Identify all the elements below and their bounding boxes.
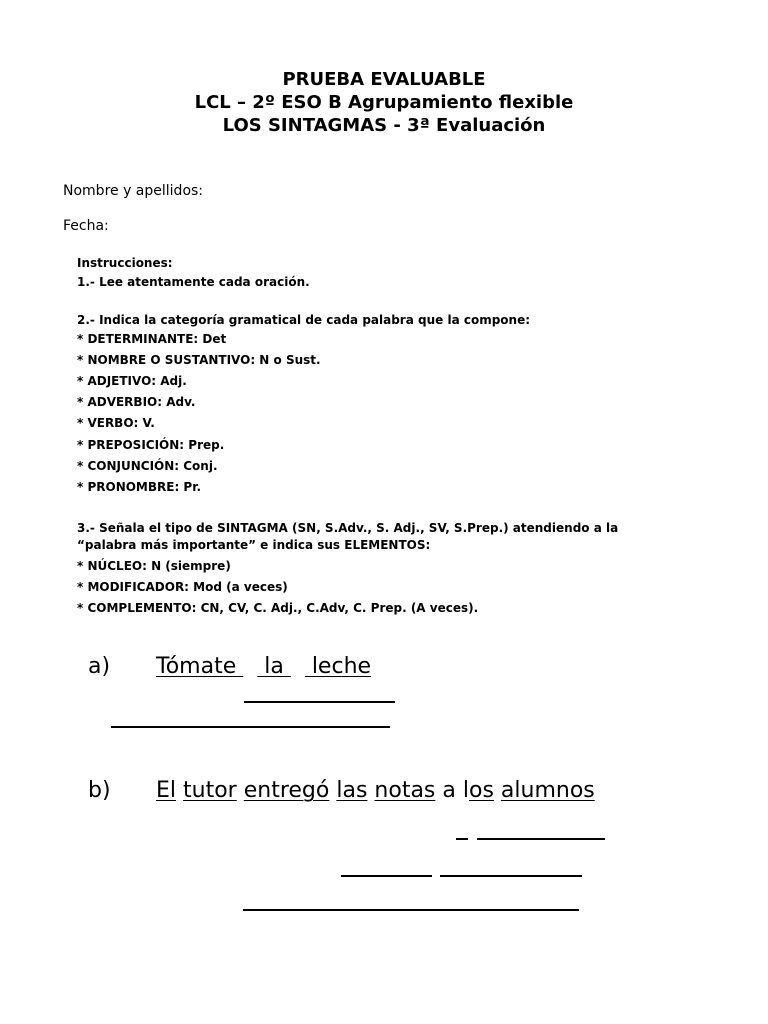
category-item: * PRONOMBRE: Pr.	[77, 480, 201, 494]
category-item: * ADJETIVO: Adj.	[77, 374, 187, 388]
course-subtitle: LCL – 2º ESO B Agrupamiento flexible	[194, 92, 574, 113]
answer-line[interactable]	[244, 701, 395, 703]
element-item: * COMPLEMENTO: CN, CV, C. Adj., C.Adv, C. Prep. (A veces).	[77, 601, 479, 615]
answer-line[interactable]	[456, 838, 468, 840]
sentence-word: a l	[442, 778, 469, 803]
document-title: PRUEBA EVALUABLE	[282, 69, 486, 90]
element-item: * NÚCLEO: N (siempre)	[77, 559, 231, 573]
answer-line[interactable]	[440, 875, 582, 877]
category-item: * VERBO: V.	[77, 416, 155, 430]
exercise-b-label: b)	[88, 778, 111, 803]
instruction-step-3: 3.- Señala el tipo de SINTAGMA (SN, S.Adv., S. Adj., SV, S.Prep.) atendiendo a la	[77, 521, 619, 535]
date-label: Fecha:	[63, 218, 109, 234]
instruction-step-3-cont: “palabra más importante” e indica sus ELEMENTOS:	[77, 538, 431, 552]
category-item: * ADVERBIO: Adv.	[77, 395, 196, 409]
exercise-a-label: a)	[88, 654, 111, 679]
sentence-word: alumnos	[500, 778, 595, 803]
instruction-step-2: 2.- Indica la categoría gramatical de cada palabra que la compone:	[77, 313, 531, 327]
category-item: * CONJUNCIÓN: Conj.	[77, 459, 218, 473]
sentence-word: os	[469, 778, 494, 803]
answer-line[interactable]	[243, 909, 579, 911]
category-item: * DETERMINANTE: Det	[77, 332, 227, 346]
sentence-word: notas	[374, 778, 436, 803]
exercise-a-sentence	[156, 654, 371, 679]
sentence-word: entregó	[243, 778, 330, 803]
topic-subtitle: LOS SINTAGMAS - 3ª Evaluación	[222, 115, 546, 136]
element-item: * MODIFICADOR: Mod (a veces)	[77, 580, 288, 594]
answer-line[interactable]	[341, 875, 432, 877]
answer-line[interactable]	[111, 726, 390, 728]
instruction-step-1: 1.- Lee atentamente cada oración.	[77, 275, 310, 289]
sentence-word: las	[336, 778, 368, 803]
category-item: * PREPOSICIÓN: Prep.	[77, 438, 225, 452]
sentence-word: Tómate	[156, 654, 244, 679]
sentence-word: El	[156, 778, 177, 803]
sentence-word: leche	[304, 654, 372, 679]
category-item: * NOMBRE O SUSTANTIVO: N o Sust.	[77, 353, 321, 367]
answer-line[interactable]	[477, 838, 605, 840]
sentence-word: tutor	[183, 778, 237, 803]
exercise-b-sentence	[156, 778, 595, 803]
name-label: Nombre y apellidos:	[63, 183, 204, 199]
instructions-heading: Instrucciones:	[77, 256, 173, 270]
sentence-word: la	[257, 654, 291, 679]
